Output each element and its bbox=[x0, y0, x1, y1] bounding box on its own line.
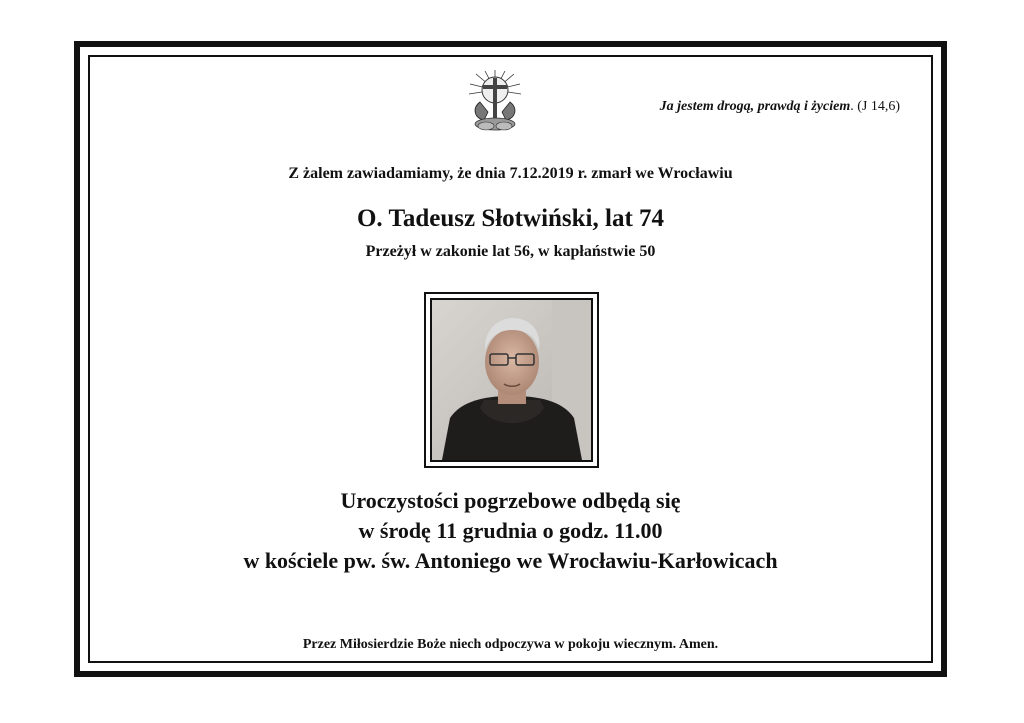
funeral-line-3: w kościele pw. św. Antoniego we Wrocławiu-Karłowicach bbox=[243, 548, 778, 573]
franciscan-cross-emblem-icon bbox=[466, 68, 524, 134]
bible-quote bbox=[560, 99, 900, 115]
death-announcement: Z żalem zawiadamiamy, że dnia 7.12.2019 r. zmarł we Wrocławiu bbox=[288, 165, 733, 182]
deceased-name: O. Tadeusz Słotwiński, lat 74 bbox=[356, 205, 665, 232]
quote-text: Ja jestem drogą, prawdą i życiem bbox=[659, 99, 851, 114]
quote-reference: . (J 14,6) bbox=[850, 99, 900, 114]
funeral-line-1: Uroczystości pogrzebowe odbędą się bbox=[340, 488, 681, 513]
service-years: Przeżył w zakonie lat 56, w kapłaństwie 50 bbox=[365, 243, 656, 260]
closing-prayer: Przez Miłosierdzie Boże niech odpoczywa w pokoju wiecznym. Amen. bbox=[302, 637, 719, 652]
portrait-photo bbox=[430, 298, 593, 462]
funeral-line-2: w środę 11 grudnia o godz. 11.00 bbox=[358, 518, 663, 543]
